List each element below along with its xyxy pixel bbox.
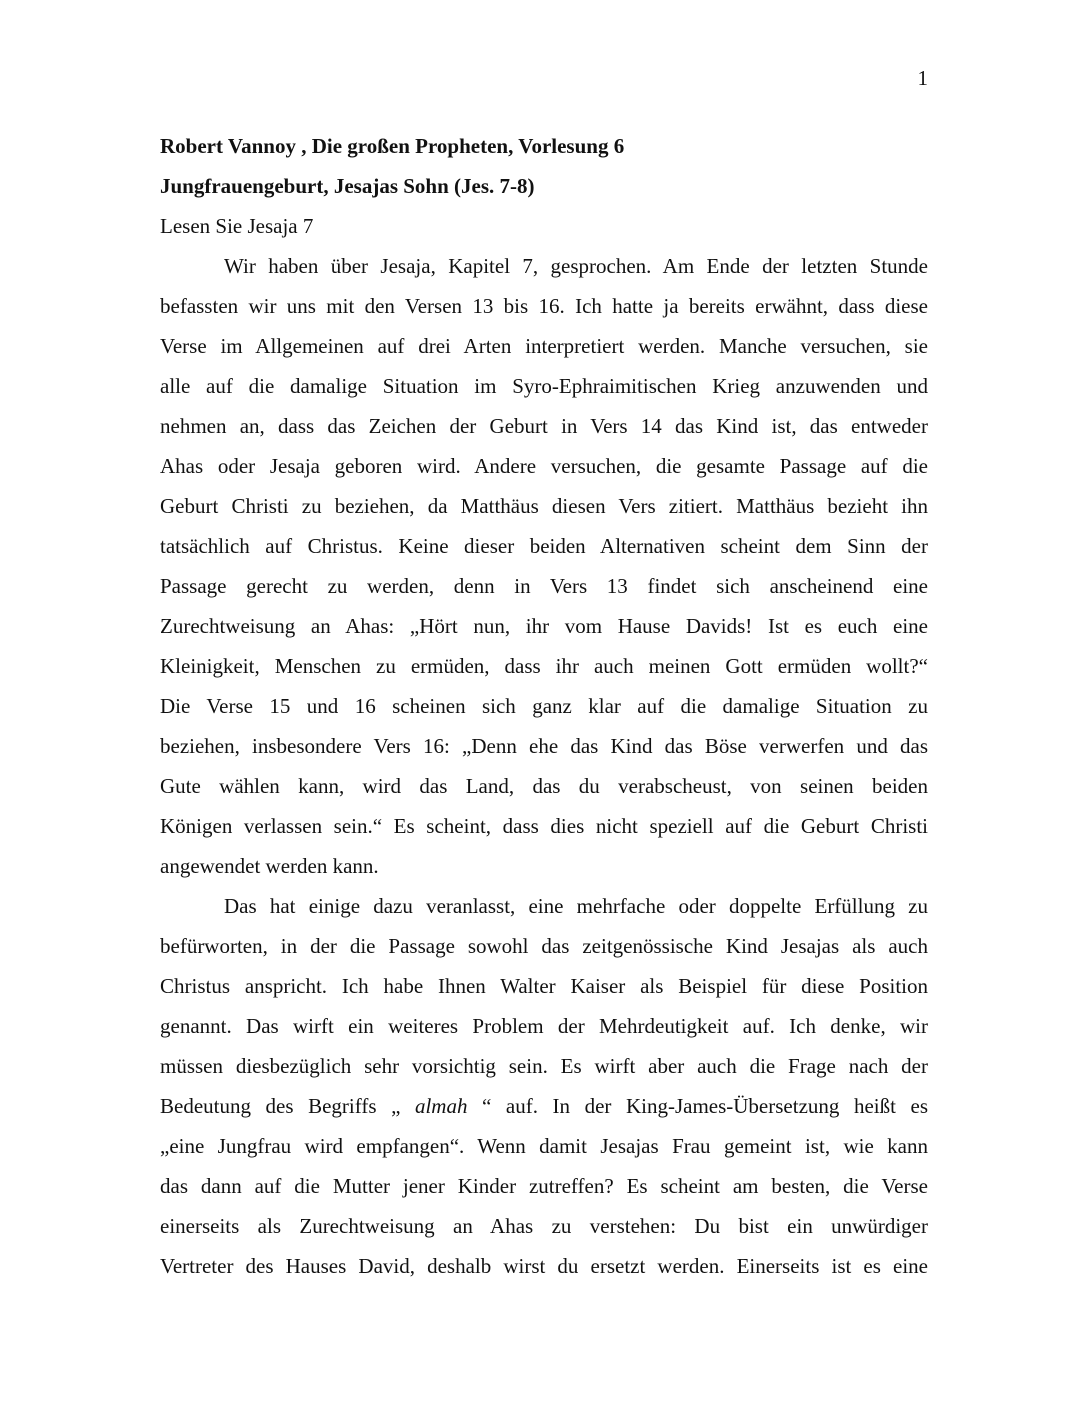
text-line: alle auf die damalige Situation im Syro-Ephraimitischen Krieg anzuwenden und [160, 374, 928, 398]
term-line-start: Bedeutung des Begriffs „ [160, 1094, 415, 1118]
text-line: das dann auf die Mutter jener Kinder zutreffen? Es scheint am besten, die Verse [160, 1174, 928, 1198]
document-body [160, 126, 928, 1286]
text-line: Verse im Allgemeinen auf drei Arten interpretiert werden. Manche versuchen, sie [160, 334, 928, 358]
text-line: nehmen an, dass das Zeichen der Geburt in Vers 14 das Kind ist, das entweder [160, 414, 928, 438]
term-line-end: “ auf. In der King-James-Übersetzung heißt es [467, 1094, 928, 1118]
term-almah: almah [414, 1094, 468, 1118]
text-line: Vertreter des Hauses David, deshalb wirst du ersetzt werden. Einerseits ist es eine [160, 1254, 928, 1278]
text-line: Christus anspricht. Ich habe Ihnen Walter Kaiser als Beispiel für diese Position [160, 974, 928, 998]
text-line: Kleinigkeit, Menschen zu ermüden, dass ihr auch meinen Gott ermüden wollt?“ [160, 654, 928, 678]
text-line: angewendet werden kann. [160, 854, 379, 878]
text-line: müssen diesbezüglich sehr vorsichtig sein. Es wirft aber auch die Frage nach der [160, 1054, 928, 1078]
text-line: Ahas oder Jesaja geboren wird. Andere versuchen, die gesamte Passage auf die [160, 454, 928, 478]
page-number: 1 [917, 66, 928, 90]
text-line: Königen verlassen sein.“ Es scheint, dass dies nicht speziell auf die Geburt Christi [160, 814, 928, 838]
text-line: Die Verse 15 und 16 scheinen sich ganz klar auf die damalige Situation zu [160, 694, 928, 718]
text-line: beziehen, insbesondere Vers 16: „Denn ehe das Kind das Böse verwerfen und das [160, 734, 928, 758]
text-line: Geburt Christi zu beziehen, da Matthäus diesen Vers zitiert. Matthäus bezieht ihn [160, 494, 928, 518]
text-line: Gute wählen kann, wird das Land, das du verabscheust, von seinen beiden [160, 774, 928, 798]
text-line: Wir haben über Jesaja, Kapitel 7, gesprochen. Am Ende der letzten Stunde [224, 254, 928, 278]
text-line: genannt. Das wirft ein weiteres Problem der Mehrdeutigkeit auf. Ich denke, wir [160, 1014, 928, 1038]
reading-assignment: Lesen Sie Jesaja 7 [160, 214, 314, 238]
text-line: einerseits als Zurechtweisung an Ahas zu verstehen: Du bist ein unwürdiger [160, 1214, 928, 1238]
document-title: Robert Vannoy , Die großen Propheten, Vorlesung 6 [160, 134, 625, 158]
document-subtitle: Jungfrauengeburt, Jesajas Sohn (Jes. 7-8) [160, 174, 535, 198]
text-line: Passage gerecht zu werden, denn in Vers 13 findet sich anscheinend eine [160, 574, 928, 598]
text-line: befassten wir uns mit den Versen 13 bis 16. Ich hatte ja bereits erwähnt, dass diese [160, 294, 928, 318]
text-line-with-term [160, 1086, 928, 1126]
text-line: Zurechtweisung an Ahas: „Hört nun, ihr vom Hause Davids! Ist es euch eine [160, 614, 928, 638]
text-line: „eine Jungfrau wird empfangen“. Wenn damit Jesajas Frau gemeint ist, wie kann [160, 1134, 928, 1158]
paragraph-1 [160, 246, 928, 886]
paragraph-2 [160, 886, 928, 1286]
text-line: Das hat einige dazu veranlasst, eine mehrfache oder doppelte Erfüllung zu [224, 894, 928, 918]
text-line: tatsächlich auf Christus. Keine dieser beiden Alternativen scheint dem Sinn der [160, 534, 928, 558]
text-line: befürworten, in der die Passage sowohl das zeitgenössische Kind Jesajas als auch [160, 934, 928, 958]
